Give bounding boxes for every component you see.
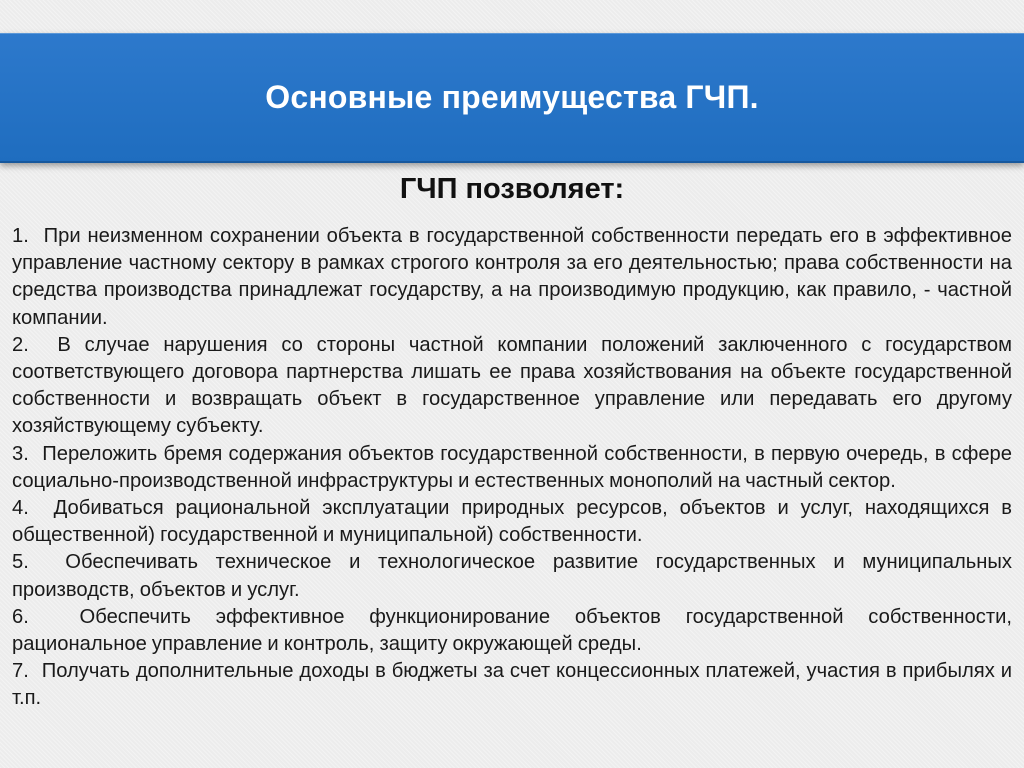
advantages-list: [12, 223, 1012, 713]
list-item-number: 6.: [12, 605, 55, 628]
list-item-number: 1.: [12, 225, 37, 247]
slide-subtitle: ГЧП позволяет:: [399, 173, 625, 205]
list-item: [12, 223, 1012, 332]
list-item-text: Обеспечивать техническое и технологическое развитие государственных и муниципальных производств, объектов и услуг.: [12, 551, 1013, 601]
list-item-number: 2.: [12, 333, 44, 356]
list-item: [12, 658, 1012, 712]
list-item-number: 5.: [12, 551, 48, 574]
list-item-text: Обеспечить эффективное функционирование объектов государственной собственности, рациональное управление и контроль, защиту окружающей среды.: [12, 605, 1013, 656]
list-item: [12, 495, 1012, 549]
list-item-text: При неизменном сохранении объекта в государственной собственности передать его в эффективное управление частному сектору в рамках строгого контроля за его деятельностью; права собственности на средства производства принадлежат государству, а на производимую продукцию, как правило, - частной компании.: [12, 225, 1012, 329]
title-banner: [0, 33, 1024, 163]
list-item-text: Переложить бремя содержания объектов государственной собственности, в первую очередь, в сфере социально-производственной инфраструктуры и естественных монополий на частный сектор.: [12, 442, 1012, 492]
list-item-number: 7.: [12, 660, 36, 683]
list-item-text: Добиваться рациональной эксплуатации природных ресурсов, объектов и услуг, находящихся в общественной) государственной и муниципальной) собственности.: [12, 497, 1013, 547]
list-item-number: 4.: [12, 497, 42, 520]
list-item-number: 3.: [12, 442, 36, 465]
list-item-text: В случае нарушения со стороны частной компании положений заключенного с государством соответствующего договора партнерства лишать ее права хозяйствования на объекте государственной собственности и возвращать объект в государственное управление или передавать его другому хозяйствующему субъекту.: [12, 333, 1013, 438]
slide-title: Основные преимущества ГЧП.: [265, 79, 759, 115]
list-item: [12, 441, 1012, 495]
list-item: [12, 549, 1012, 603]
list-item-text: Получать дополнительные доходы в бюджеты за счет концессионных платежей, участия в прибылях и т.п.: [12, 660, 1012, 710]
list-item: [12, 332, 1012, 441]
list-item: [12, 604, 1012, 658]
